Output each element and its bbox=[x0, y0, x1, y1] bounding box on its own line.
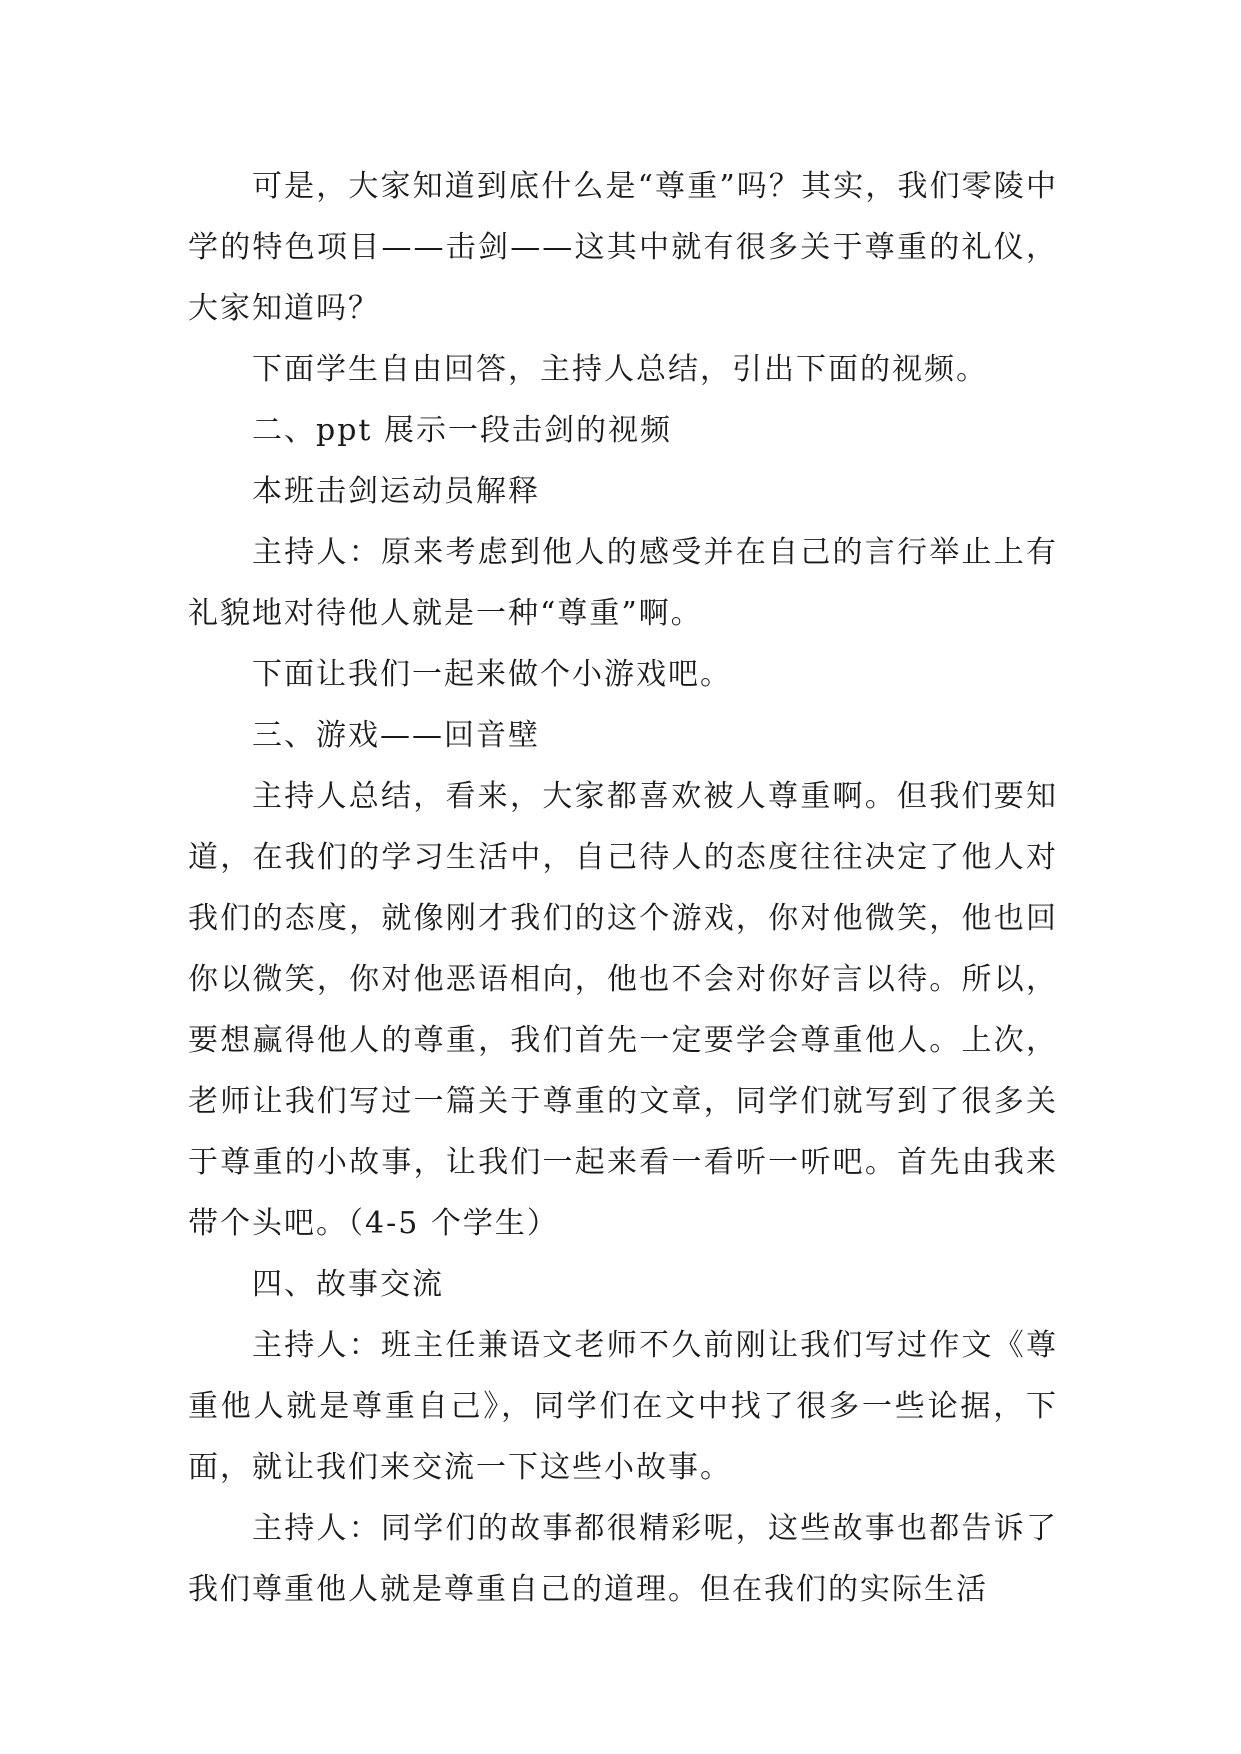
paragraph-host-respect: 主持人：原来考虑到他人的感受并在自己的言行举止上有礼貌地对待他人就是一种“尊重”啊。 bbox=[188, 535, 1058, 631]
paragraph-athlete-explain: 本班击剑运动员解释 bbox=[252, 474, 540, 509]
section-heading-stories: 四、故事交流 bbox=[252, 1267, 444, 1302]
paragraph-respect-question: 可是，大家知道到底什么是“尊重”吗？其实，我们零陵中学的特色项目——击剑——这其中就有很多关于尊重的礼仪，大家知道吗？ bbox=[188, 169, 1058, 326]
section-heading-game: 三、游戏——回音壁 bbox=[252, 718, 540, 753]
paragraph-host-essay: 主持人：班主任兼语文老师不久前刚让我们写过作文《尊重他人就是尊重自己》，同学们在文中找了很多一些论据，下面，就让我们来交流一下这些小故事。 bbox=[188, 1328, 1058, 1485]
paragraph-game-intro: 下面让我们一起来做个小游戏吧。 bbox=[252, 657, 732, 692]
paragraph-host-conclusion: 主持人：同学们的故事都很精彩呢，这些故事也都告诉了我们尊重他人就是尊重自己的道理。但在我们的实际生活 bbox=[188, 1511, 1058, 1607]
section-heading-video: 二、ppt 展示一段击剑的视频 bbox=[252, 413, 672, 448]
paragraph-student-answer: 下面学生自由回答，主持人总结，引出下面的视频。 bbox=[252, 352, 988, 387]
paragraph-host-summary: 主持人总结，看来，大家都喜欢被人尊重啊。但我们要知道，在我们的学习生活中，自己待人的态度往往决定了他人对我们的态度，就像刚才我们的这个游戏，你对他微笑，他也回你以微笑，你对他恶语相向，他也不会对你好言以待。所以，要想赢得他人的尊重，我们首先一定要学会尊重他人。上次，老师让我们写过一篇关于尊重的文章，同学们就写到了很多关于尊重的小故事，让我们一起来看一看听一听吧。首先由我来带个头吧。（4-5 个学生） bbox=[188, 779, 1058, 1241]
document-body bbox=[188, 156, 1058, 1620]
